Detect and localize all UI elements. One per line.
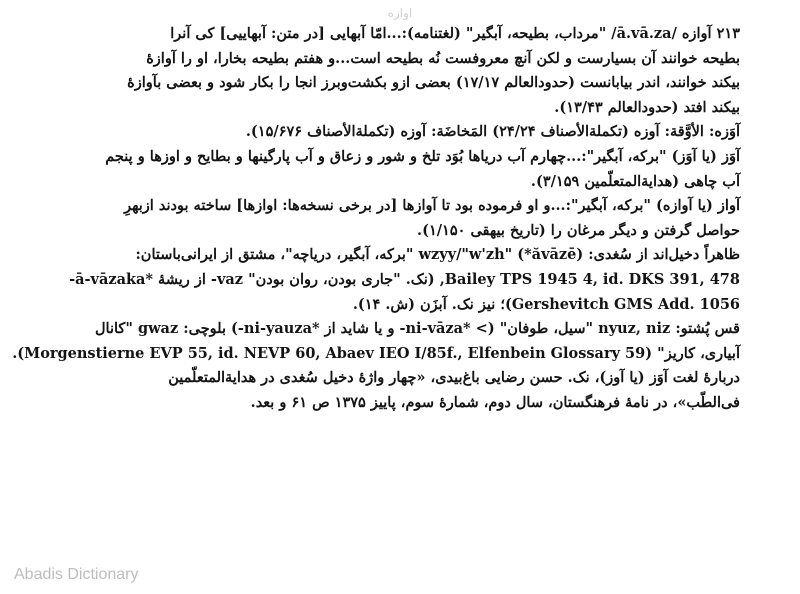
entry-line-8: آواز (یا آوازه) "برکه، آبگیر":...و او فرموده بود تا آوازها [در برخی نسخه‌ها: اوازها] ساخته بودند ازبهرِ — [124, 197, 740, 215]
entry-line-12: Gershevitch GMS Add. 1056)؛ نیز نک. آبزَن (ش. ۱۴). — [352, 295, 740, 313]
entry-line-3: بیکند خوانند، اندر بیابانست (حدودالعالم ۱۷/۱۷) بعضی ازو بکشت‌وبرز انجا را بکار شود و بعضی بآوازهٔ — [127, 74, 740, 92]
entry-line-6: آوَز (یا آوَز) "برکه، آبگیر":...چهارم آب دریاها بُوَد تلخ و شور و زعاق و آب پارگینها و بطایح و اوزها و پنجم — [105, 147, 740, 165]
entry-line-9: حواصل گرفتن و دیگر مرغان را (تاریخ بیهقی ۱/۱۵۰). — [417, 221, 740, 239]
entry-line-5: آوَزه: الأوَّقة: آوزه (تکملة‌الأصناف ۲۴/۲۴) المَخاضَة: آوزه (تکملة‌الأصناف ۱۵/۶۷۶). — [245, 123, 740, 141]
entry-line-14: آبیاری، کاریز" (Morgenstierne EVP 55, id. NEVP 60, Abaev IEO I/85f., Elfenbein Glossary 59). — [12, 344, 740, 362]
entry-line-4: بیکند افتد (حدودالعالم ۱۳/۴۳). — [554, 98, 740, 116]
entry-line-10: ظاهراً دخیل‌اند از سُغدی: wzyy/"w'zh" (*ăvāzē) "برکه، آبگیر، دریاچه"، مشتق از ایرانی‌باستان: — [135, 246, 740, 264]
entry-line-15: دربارهٔ لغت آوَز (یا آوز)، نک. حسن رضایی باغ‌بیدی، «چهار واژهٔ دخیل سُغدی در هدایة‌المتعلّمین — [168, 369, 740, 387]
entry-line-7: آب چاهی (هدایة‌المتعلّمین ۳/۱۵۹). — [530, 172, 740, 190]
entry-line-2: بطیحه خوانند آن بسیارست و لکن آنچ معروفست نُه بطیحه است...و هفتم بطیحه بخارا، او را آوازهٔ — [146, 49, 740, 67]
entry-text-block — [12, 22, 740, 416]
entry-line-11: Bailey TPS 1945 4, id. DKS 391, 478, (نک. "جاری بودن، روان بودن" vaz- از ریشهٔ *ā-vāzaka- — [69, 270, 740, 288]
entry-line-1: ۲۱۳ آوازه /ā.vā.za/ "مرداب، بطیحه، آبگیر" (لغتنامه):...امّا آبهایی [در متن: آبهاییی] کی آنرا — [170, 25, 740, 42]
watermark-site-name: Abadis Dictionary — [14, 566, 139, 583]
entry-line-16: فی‌الطّب»، در نامهٔ فرهنگستان، سال دوم، شمارهٔ سوم، پاییز ۱۳۷۵ ص ۶۱ و بعد. — [250, 393, 740, 411]
entry-line-13: قس پُشتو: nyuz, niz "سیل، طوفان" (> *ni-vāza- و یا شاید از *ni-yauza-) بلوچی: gwaz "کانال — [95, 320, 740, 338]
watermark-headword: اوازه — [387, 6, 413, 20]
